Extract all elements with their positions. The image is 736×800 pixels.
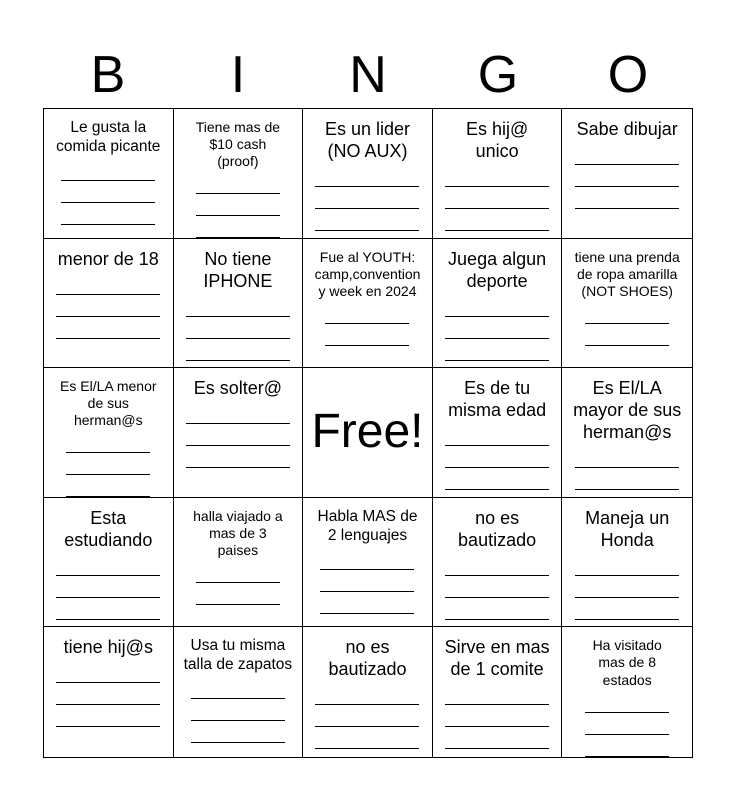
signature-line <box>56 705 160 727</box>
header-letter: O <box>607 46 649 104</box>
signature-line <box>66 453 150 475</box>
cell-text: Juega algun deporte <box>448 248 547 291</box>
signature-lines <box>325 302 409 368</box>
signature-lines <box>56 554 160 620</box>
signature-lines <box>56 661 160 727</box>
signature-line <box>61 159 155 181</box>
signature-line <box>191 677 285 699</box>
signature-line <box>186 295 290 317</box>
signature-line <box>445 554 549 576</box>
signature-line <box>445 317 549 339</box>
signature-line <box>445 295 549 317</box>
bingo-header <box>43 42 693 108</box>
signature-lines <box>445 554 549 620</box>
signature-line <box>56 554 160 576</box>
signature-line <box>56 295 160 317</box>
signature-line <box>186 402 290 424</box>
signature-line <box>575 468 679 490</box>
bingo-cell[interactable] <box>174 109 304 239</box>
signature-line <box>445 683 549 705</box>
signature-line <box>575 490 679 498</box>
signature-line <box>315 727 419 749</box>
signature-line <box>445 424 549 446</box>
bingo-cell[interactable] <box>562 627 692 757</box>
signature-line <box>315 705 419 727</box>
signature-line <box>575 446 679 468</box>
signature-line <box>585 735 669 757</box>
header-letter: G <box>477 46 519 104</box>
signature-line <box>186 424 290 446</box>
cell-text: tiene hij@s <box>63 637 153 658</box>
cell-text: No tiene IPHONE <box>203 248 273 291</box>
signature-lines <box>186 295 290 361</box>
cell-text: Le gusta la comida picante <box>56 119 161 155</box>
bingo-cell[interactable] <box>562 368 692 498</box>
bingo-cell[interactable] <box>174 627 304 757</box>
signature-line <box>320 592 414 614</box>
bingo-cell[interactable] <box>562 239 692 369</box>
signature-lines <box>315 683 419 749</box>
signature-line <box>196 194 280 216</box>
bingo-cell[interactable] <box>433 368 563 498</box>
bingo-cell[interactable] <box>303 239 433 369</box>
header-letter: N <box>349 46 387 104</box>
bingo-cell[interactable] <box>44 239 174 369</box>
signature-line <box>445 727 549 749</box>
signature-line <box>191 721 285 743</box>
cell-text: Es un lider (NO AUX) <box>324 119 411 161</box>
cell-text: Es El/LA menor de sus herman@s <box>60 378 157 429</box>
signature-lines <box>585 302 669 368</box>
signature-line <box>315 683 419 705</box>
signature-line <box>56 273 160 295</box>
signature-line <box>445 339 549 361</box>
bingo-cell[interactable] <box>562 109 692 239</box>
cell-text: halla viajado a mas de 3 paises <box>193 507 283 558</box>
signature-line <box>186 339 290 361</box>
signature-line <box>585 302 669 324</box>
cell-text: Habla MAS de 2 lenguajes <box>317 507 418 544</box>
signature-lines <box>575 143 679 209</box>
signature-line <box>196 172 280 194</box>
cell-text: Maneja un Honda <box>585 507 670 550</box>
cell-text: Sirve en mas de 1 comite <box>444 637 550 680</box>
signature-line <box>445 165 549 187</box>
signature-lines <box>320 548 414 614</box>
signature-line <box>61 203 155 225</box>
signature-lines <box>445 295 549 361</box>
signature-line <box>66 431 150 453</box>
cell-text: Ha visitado mas de 8 estados <box>592 637 662 688</box>
signature-line <box>186 446 290 468</box>
bingo-cell[interactable] <box>303 109 433 239</box>
signature-line <box>315 209 419 231</box>
signature-line <box>585 713 669 735</box>
signature-line <box>196 583 280 605</box>
bingo-cell[interactable] <box>44 109 174 239</box>
signature-line <box>56 317 160 339</box>
signature-lines <box>196 561 280 627</box>
signature-line <box>61 181 155 203</box>
signature-line <box>325 324 409 346</box>
signature-lines <box>445 165 549 231</box>
bingo-cell[interactable] <box>174 498 304 628</box>
signature-line <box>56 661 160 683</box>
signature-line <box>575 187 679 209</box>
signature-lines <box>575 446 679 498</box>
signature-line <box>56 598 160 620</box>
signature-line <box>325 346 409 368</box>
signature-line <box>445 598 549 620</box>
header-letter: B <box>90 46 126 104</box>
signature-lines <box>585 691 669 757</box>
signature-line <box>56 576 160 598</box>
bingo-cell[interactable] <box>433 239 563 369</box>
signature-line <box>585 346 669 368</box>
bingo-cell[interactable] <box>44 498 174 628</box>
signature-line <box>196 605 280 627</box>
signature-line <box>585 691 669 713</box>
cell-text: Usa tu misma talla de zapatos <box>183 637 293 674</box>
signature-lines <box>56 273 160 339</box>
signature-line <box>585 324 669 346</box>
signature-line <box>66 475 150 497</box>
free-space[interactable] <box>303 368 433 498</box>
signature-line <box>445 468 549 490</box>
cell-text: tiene una prenda de ropa amarilla (NOT SHOES) <box>574 248 680 299</box>
signature-line <box>445 209 549 231</box>
signature-line <box>445 446 549 468</box>
signature-line <box>196 561 280 583</box>
signature-line <box>575 165 679 187</box>
bingo-cell[interactable] <box>433 109 563 239</box>
cell-text: Tiene mas de $10 cash (proof) <box>195 119 281 170</box>
signature-line <box>56 683 160 705</box>
signature-lines <box>196 172 280 238</box>
signature-lines <box>191 677 285 743</box>
bingo-grid <box>43 108 693 758</box>
cell-text: Sabe dibujar <box>576 119 678 139</box>
signature-line <box>325 302 409 324</box>
signature-line <box>315 187 419 209</box>
cell-text: no es bautizado <box>458 507 537 550</box>
signature-line <box>191 699 285 721</box>
cell-text: Es solter@ <box>193 378 283 399</box>
bingo-cell[interactable] <box>562 498 692 628</box>
signature-line <box>315 165 419 187</box>
cell-text: Fue al YOUTH: camp,convention y week en 2024 <box>314 248 421 299</box>
signature-line <box>320 548 414 570</box>
bingo-cell[interactable] <box>174 239 304 369</box>
signature-lines <box>186 402 290 468</box>
bingo-cell[interactable] <box>433 498 563 628</box>
signature-line <box>575 554 679 576</box>
cell-text: no es bautizado <box>328 637 407 680</box>
signature-lines <box>315 165 419 231</box>
signature-line <box>575 598 679 620</box>
signature-line <box>445 705 549 727</box>
signature-lines <box>445 683 549 749</box>
signature-line <box>186 317 290 339</box>
header-letter: I <box>230 46 246 104</box>
bingo-cell[interactable] <box>303 627 433 757</box>
bingo-cell[interactable] <box>174 368 304 498</box>
signature-line <box>445 576 549 598</box>
cell-text: Esta estudiando <box>64 507 153 550</box>
signature-lines <box>575 554 679 620</box>
cell-text: Free! <box>311 405 424 459</box>
signature-lines <box>61 159 155 225</box>
signature-lines <box>66 431 150 497</box>
bingo-cell[interactable] <box>433 627 563 757</box>
cell-text: Es de tu misma edad <box>448 378 547 421</box>
bingo-cell[interactable] <box>44 627 174 757</box>
bingo-cell[interactable] <box>303 498 433 628</box>
signature-line <box>196 216 280 238</box>
cell-text: Es hij@ unico <box>465 119 529 161</box>
cell-text: Es El/LA mayor de sus herman@s <box>573 378 682 443</box>
signature-line <box>320 570 414 592</box>
signature-line <box>575 576 679 598</box>
signature-line <box>575 143 679 165</box>
cell-text: menor de 18 <box>57 248 159 269</box>
signature-lines <box>445 424 549 490</box>
signature-line <box>445 187 549 209</box>
bingo-cell[interactable] <box>44 368 174 498</box>
